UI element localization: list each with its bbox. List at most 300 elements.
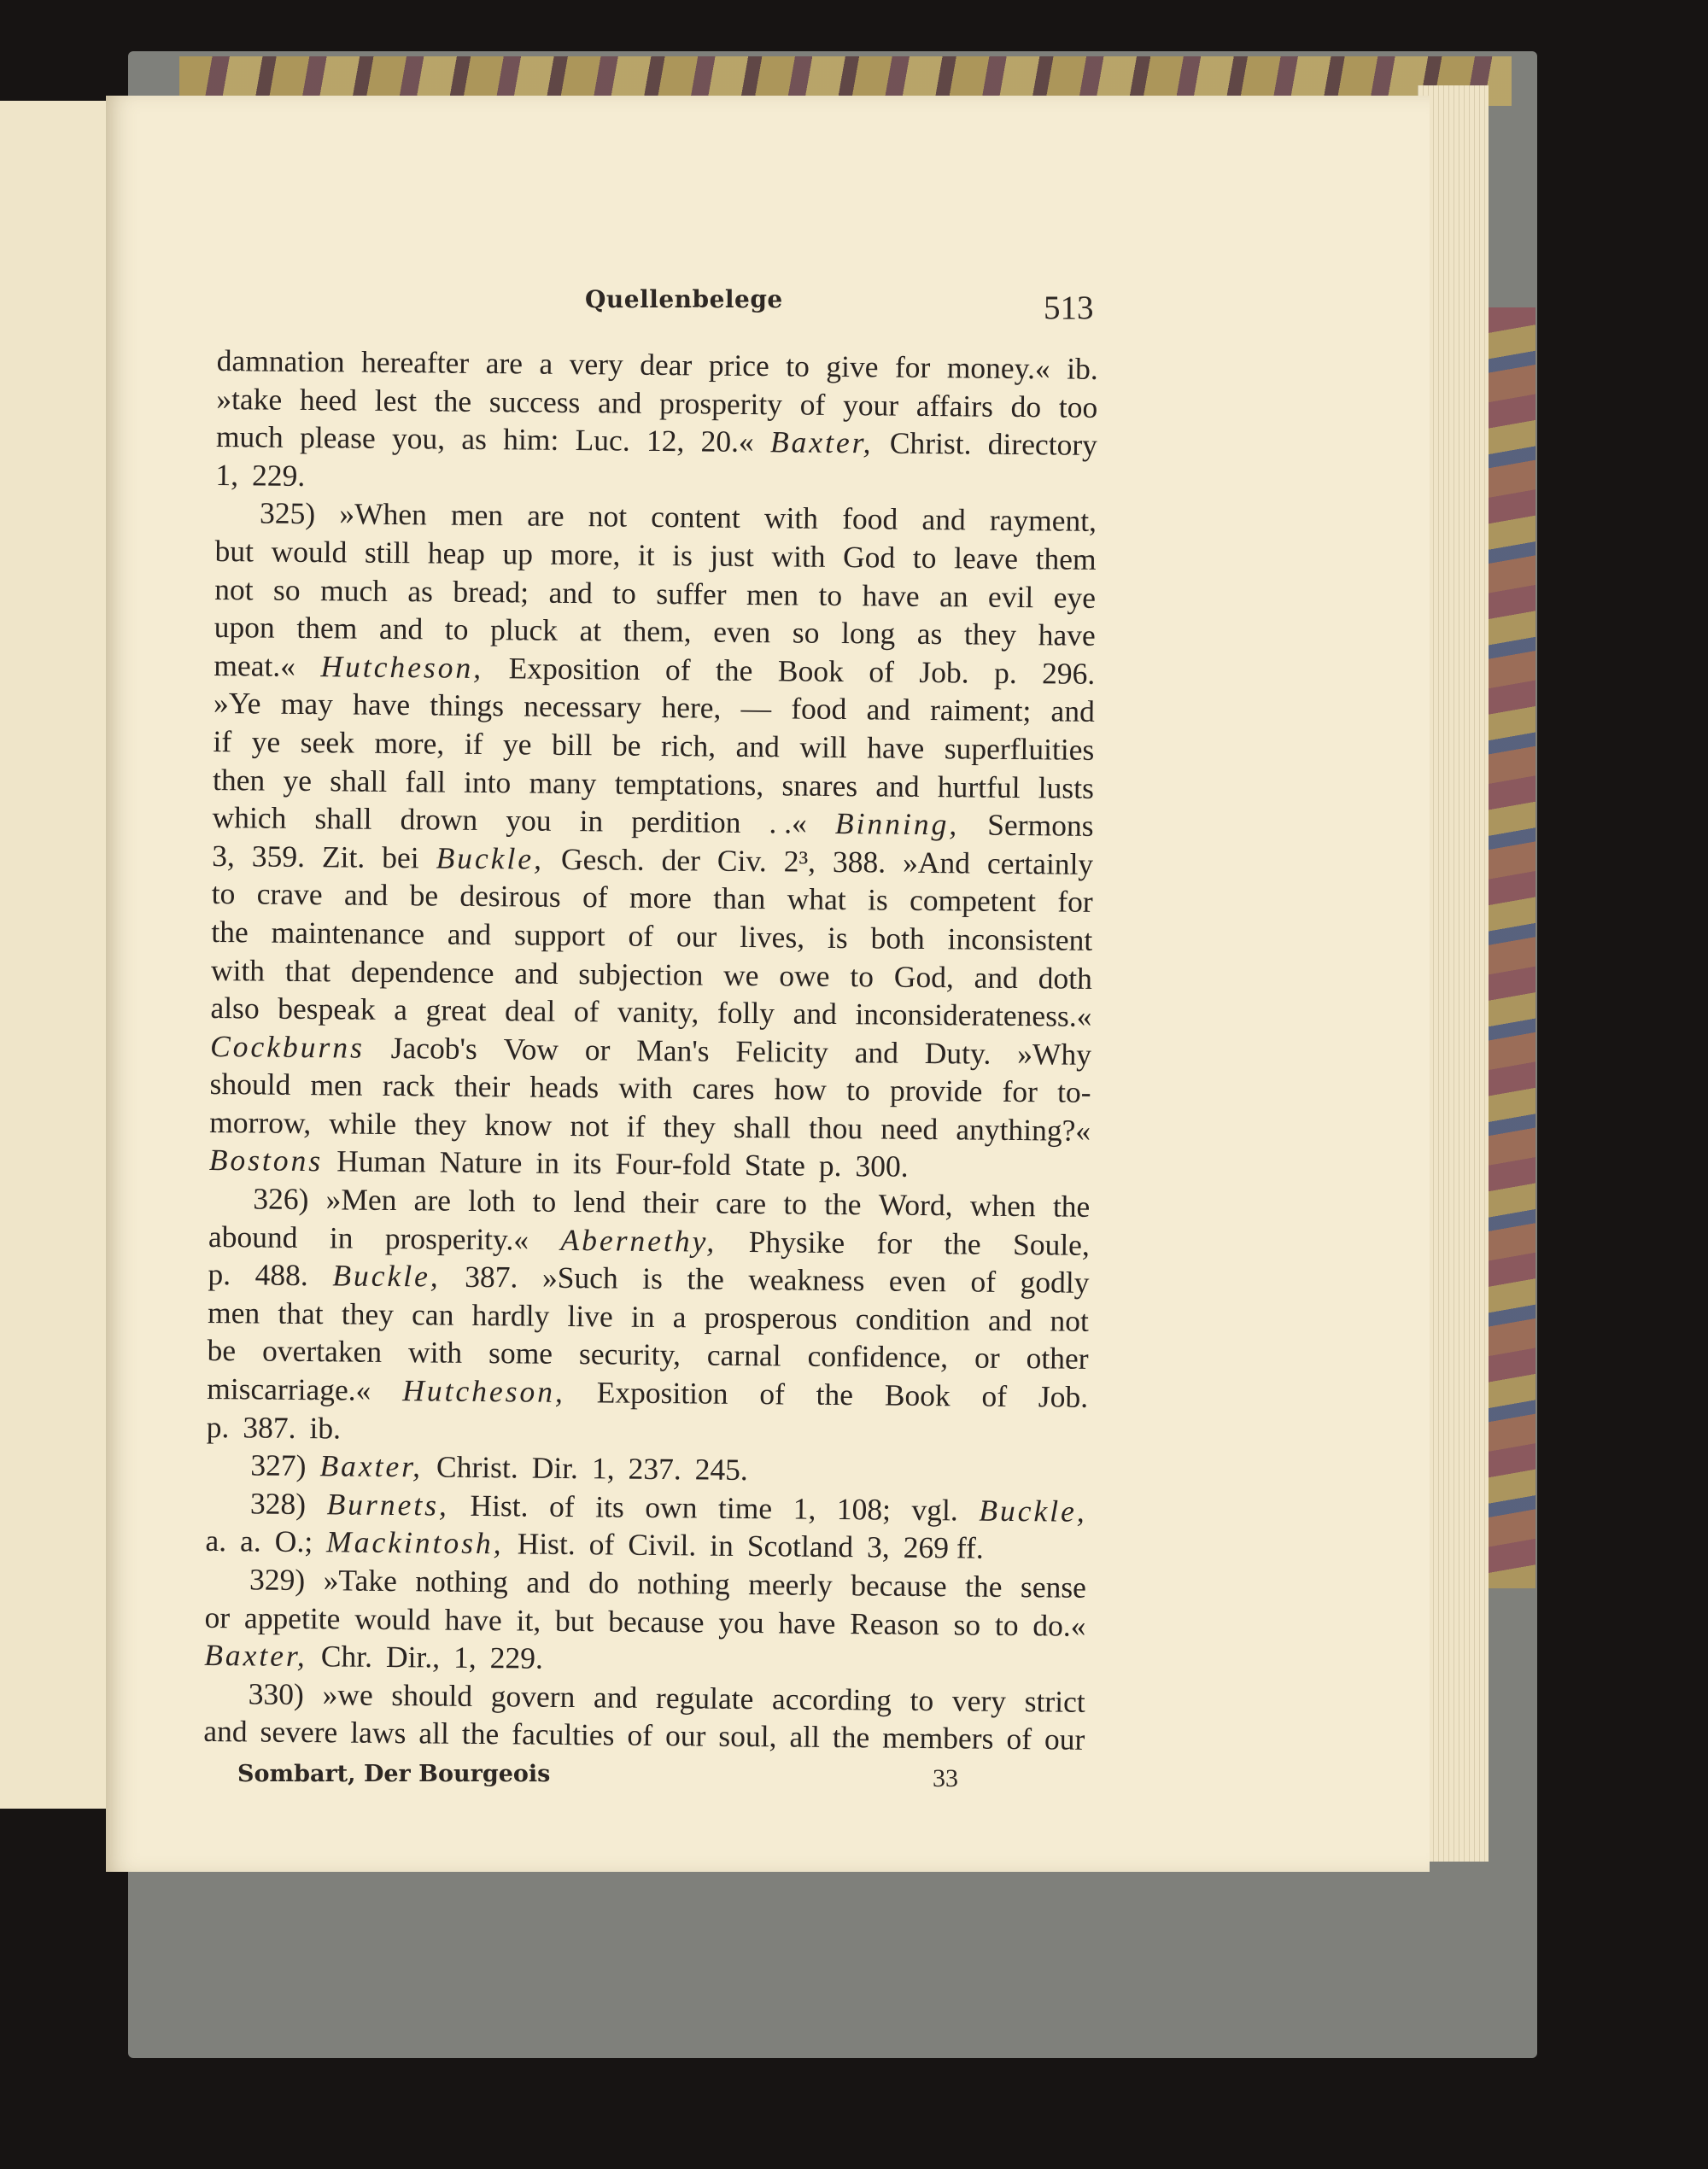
word: 1, — [215, 457, 239, 493]
word: do — [588, 1565, 619, 1600]
word: condition — [855, 1301, 971, 1337]
word: the — [832, 1720, 870, 1755]
word: still — [364, 535, 411, 570]
word: they — [663, 1108, 717, 1144]
word: long — [840, 616, 896, 651]
word: should — [209, 1067, 291, 1102]
word: to — [444, 611, 469, 646]
word: their — [453, 1068, 511, 1104]
word: to — [783, 1186, 808, 1221]
word: 1, — [453, 1640, 477, 1675]
word: to — [910, 1682, 934, 1717]
word: p. — [993, 655, 1017, 690]
word: shall — [314, 801, 372, 836]
word: 325) — [259, 495, 316, 531]
word: p. — [206, 1409, 230, 1444]
word: in — [630, 1299, 655, 1334]
word: Exposition — [596, 1375, 728, 1411]
word: inconsistent — [947, 921, 1093, 957]
word: of — [1006, 1722, 1032, 1757]
word: folly — [717, 995, 775, 1031]
word: them — [1035, 541, 1097, 576]
word: Bostons — [208, 1143, 324, 1178]
word: vgl. — [911, 1492, 958, 1528]
word: have — [352, 687, 411, 722]
word: inconsiderateness.« — [855, 997, 1092, 1033]
word: at — [579, 613, 602, 648]
word: if — [464, 726, 483, 761]
word: »take — [216, 381, 283, 417]
word: to — [612, 576, 637, 611]
word: just — [710, 538, 755, 574]
word: shall — [733, 1109, 792, 1145]
word: cares — [692, 1071, 755, 1107]
word: they — [963, 617, 1017, 652]
word: bespeak — [278, 991, 376, 1026]
word: »Such — [541, 1260, 618, 1295]
word: have — [862, 577, 920, 613]
word: leave — [953, 541, 1019, 576]
word: very — [569, 346, 624, 382]
word: as — [461, 421, 488, 457]
word: upon — [214, 610, 275, 645]
word: certainly — [986, 845, 1094, 881]
word: Binning, — [834, 806, 960, 842]
word: »And — [902, 845, 971, 880]
word: not — [570, 1108, 610, 1143]
word: as — [916, 617, 943, 652]
word: is — [827, 920, 848, 956]
word: have — [867, 730, 925, 765]
word: is — [642, 1261, 664, 1296]
word: Jacob's — [390, 1030, 477, 1066]
word: 12, — [646, 424, 685, 459]
word: subjection — [578, 956, 704, 991]
word: and — [203, 1714, 248, 1749]
word: miscarriage.« — [207, 1371, 371, 1407]
word: desirous — [459, 879, 561, 915]
word: Gesch. — [560, 841, 645, 877]
word: heed — [299, 382, 358, 418]
word: Baxter, — [204, 1638, 307, 1674]
word: have — [1038, 617, 1096, 653]
word: 229. — [489, 1640, 544, 1675]
word: owe — [779, 957, 830, 993]
word: anything?« — [956, 1112, 1091, 1148]
word: Man's — [636, 1032, 710, 1068]
word: in — [710, 1529, 734, 1564]
word: heap — [427, 535, 486, 570]
word: drown — [400, 802, 478, 838]
word: abound — [208, 1219, 298, 1254]
word: the — [211, 914, 249, 950]
word: Baxter, — [769, 424, 874, 460]
word: Dir. — [531, 1450, 579, 1486]
word: thou — [808, 1110, 863, 1146]
word: that — [284, 953, 331, 988]
word: »Ye — [213, 686, 261, 721]
word: Dir., — [385, 1640, 441, 1675]
word: Vow — [503, 1031, 559, 1067]
word: 388. — [832, 844, 886, 880]
word: lusts — [1038, 769, 1095, 805]
word: price — [708, 348, 769, 383]
word: 329) — [249, 1562, 306, 1598]
word: and — [866, 692, 911, 728]
word: Christ. — [889, 425, 972, 461]
word: here, — [661, 690, 722, 726]
word: both — [870, 921, 925, 956]
word: meerly — [748, 1567, 833, 1602]
word: Physike — [748, 1224, 845, 1260]
word: dependence — [350, 954, 494, 990]
word: Nature — [439, 1145, 523, 1180]
word: Book — [884, 1377, 951, 1413]
word: and — [597, 384, 642, 420]
word: for — [1002, 1074, 1038, 1109]
word: lest — [374, 383, 418, 418]
word: prosperity — [658, 385, 783, 421]
word: or — [584, 1032, 611, 1067]
word: for — [894, 349, 931, 385]
word: and — [987, 1302, 1032, 1338]
word: nothing — [637, 1565, 730, 1601]
word: while — [329, 1106, 397, 1141]
word: bei — [382, 839, 419, 875]
word: of — [627, 1718, 653, 1753]
word: 387. — [243, 1409, 296, 1445]
word: even — [888, 1263, 947, 1299]
word: should — [391, 1677, 473, 1713]
word: what — [787, 881, 846, 917]
word: ye — [283, 763, 313, 798]
word: prosperity.« — [384, 1220, 529, 1257]
word: 488. — [254, 1257, 308, 1293]
word: the — [823, 1186, 862, 1222]
word: them, — [623, 613, 692, 649]
footer-signature: 33 — [933, 1764, 958, 1792]
word: need — [880, 1111, 939, 1147]
word: to — [850, 958, 874, 993]
word: know — [484, 1107, 553, 1143]
word: raiment; — [929, 693, 1032, 728]
word: ib. — [1067, 351, 1098, 386]
word: soul, — [718, 1719, 777, 1754]
word: in — [329, 1219, 354, 1255]
word: other — [1026, 1341, 1089, 1377]
word: 296. — [1041, 656, 1096, 691]
word: meat.« — [214, 647, 296, 683]
word: Zit. — [321, 839, 366, 874]
word: so — [792, 615, 820, 650]
word: »When — [339, 496, 428, 532]
word: which — [212, 800, 287, 835]
word: they — [414, 1107, 467, 1142]
word: our — [664, 1718, 706, 1753]
word: heads — [529, 1069, 600, 1105]
word: food — [842, 501, 898, 537]
word: have — [778, 1605, 836, 1640]
word: a — [394, 992, 408, 1027]
word: so — [953, 1606, 981, 1642]
word: Buckle, — [332, 1258, 441, 1294]
word: and — [447, 916, 492, 952]
word: ib. — [309, 1410, 342, 1446]
word: success — [488, 383, 581, 419]
word: Buckle, — [979, 1493, 1087, 1529]
word: 328) — [249, 1486, 307, 1521]
word: 1, — [591, 1451, 615, 1486]
word: faculties — [512, 1716, 615, 1752]
word: rich, — [660, 728, 717, 763]
word: nothing — [415, 1564, 509, 1599]
word: »we — [322, 1677, 373, 1712]
word: but — [214, 533, 254, 569]
word: 387. — [465, 1260, 518, 1295]
word: superfluities — [944, 731, 1095, 767]
word: prosperous — [704, 1300, 838, 1336]
word: of — [799, 387, 826, 422]
word: but — [554, 1603, 594, 1638]
word: der — [661, 842, 701, 878]
word: fall — [405, 763, 447, 799]
word: if — [213, 723, 232, 759]
word: »Men — [325, 1182, 397, 1218]
word: than — [713, 880, 766, 916]
word: snares — [781, 767, 858, 803]
word: to — [786, 348, 810, 383]
word: or — [974, 1341, 1000, 1376]
word: a. — [205, 1523, 227, 1558]
word: O.; — [274, 1524, 313, 1559]
word: of — [548, 1488, 575, 1523]
word: it, — [516, 1603, 541, 1638]
word: a — [672, 1300, 687, 1335]
word: 1, — [793, 1491, 816, 1526]
word: it — [637, 537, 655, 572]
word: Sermons — [987, 807, 1094, 844]
word: rayment, — [989, 503, 1097, 539]
word: doth — [1038, 960, 1093, 996]
word: would — [354, 1601, 431, 1637]
word: loth — [468, 1183, 516, 1219]
marbled-endpaper-right — [1486, 307, 1535, 1588]
word: to — [532, 1184, 557, 1219]
word: Chr. — [320, 1639, 373, 1675]
word: not — [588, 499, 628, 534]
word: not — [214, 571, 254, 606]
word: God — [842, 540, 896, 575]
word: the — [1052, 1189, 1091, 1224]
word: the — [687, 1261, 725, 1296]
word: are — [413, 1183, 452, 1218]
word: its — [595, 1489, 624, 1524]
word: all — [418, 1716, 450, 1751]
word: with — [618, 1070, 673, 1106]
word: p. — [208, 1257, 231, 1292]
word: of — [869, 654, 895, 689]
word: the — [944, 1225, 981, 1261]
word: more, — [374, 725, 445, 761]
word: live — [567, 1298, 613, 1334]
word: their — [642, 1184, 699, 1220]
running-head: Quellenbelege — [585, 285, 783, 313]
word: content — [651, 500, 740, 535]
word: even — [713, 614, 771, 650]
word: 269 ff. — [903, 1530, 984, 1566]
word: and — [514, 955, 559, 991]
word: Soule, — [1012, 1226, 1091, 1262]
word: govern — [490, 1678, 576, 1714]
word: necessary — [524, 688, 642, 725]
word: 245. — [694, 1452, 748, 1488]
word: we — [722, 957, 759, 992]
word: Word, — [878, 1187, 953, 1223]
word: so — [272, 572, 301, 607]
word: Civil. — [628, 1528, 697, 1563]
word: seek — [300, 724, 355, 760]
word: provide — [889, 1073, 983, 1108]
word: and — [854, 1034, 899, 1070]
word: more, — [550, 536, 621, 572]
word: food — [791, 691, 847, 727]
word: and — [974, 960, 1019, 995]
word: Exposition — [508, 651, 640, 687]
word: our — [1044, 1722, 1085, 1757]
word: is — [672, 538, 693, 573]
word: much — [215, 419, 284, 454]
word: rack — [382, 1068, 436, 1103]
word: when — [969, 1188, 1036, 1224]
word: because — [851, 1568, 947, 1604]
word: Hutcheson, — [320, 648, 484, 685]
word: then — [212, 762, 266, 798]
word: can — [411, 1297, 454, 1332]
word: Human — [336, 1143, 426, 1179]
word: with — [763, 500, 819, 536]
word: him: — [503, 422, 559, 458]
word: 2³, — [783, 844, 816, 879]
word: to — [818, 577, 843, 612]
word: 108; — [836, 1491, 892, 1527]
word: 359. — [251, 839, 306, 874]
word: 330) — [248, 1676, 305, 1711]
word: bread; — [453, 574, 529, 610]
word: because — [608, 1604, 705, 1640]
word: the — [964, 1569, 1003, 1604]
word: are — [527, 498, 564, 534]
word: Cockburns — [209, 1028, 366, 1065]
word: and — [548, 575, 594, 610]
word: an — [939, 578, 968, 614]
word: time — [717, 1490, 773, 1526]
word: support — [513, 917, 605, 953]
word: be — [611, 728, 641, 763]
word: temptations, — [614, 766, 764, 802]
word: some — [488, 1336, 553, 1371]
word: 20.« — [700, 424, 754, 459]
word: laws — [350, 1715, 407, 1751]
word: may — [280, 687, 334, 722]
word: »Take — [323, 1563, 398, 1599]
word: 300. — [855, 1149, 909, 1184]
word: appetite — [243, 1599, 341, 1636]
page-body-text — [203, 342, 1098, 1759]
word: Book — [777, 653, 845, 688]
word: of — [573, 994, 600, 1029]
word: deal — [504, 993, 556, 1028]
word: eye — [1053, 579, 1097, 615]
word: many — [529, 765, 597, 800]
word: money.« — [946, 350, 1050, 386]
word: our — [676, 919, 717, 954]
word: you — [506, 803, 552, 838]
word: to — [912, 540, 937, 576]
word: have — [444, 1602, 502, 1637]
word: of — [981, 1378, 1008, 1413]
footer-author-title: Sombart, Der Bourgeois — [237, 1761, 551, 1787]
word: maintenance — [271, 915, 425, 951]
word: much — [319, 572, 389, 608]
word: in — [579, 804, 604, 839]
word: Baxter, — [319, 1448, 424, 1484]
word: vanity, — [617, 994, 699, 1030]
word: Scotland — [746, 1529, 854, 1564]
word: please — [299, 420, 376, 455]
word: do.« — [1032, 1607, 1086, 1643]
word: Christ. — [436, 1449, 518, 1485]
word: men — [746, 576, 799, 612]
word: to- — [1056, 1074, 1091, 1110]
word: you — [718, 1605, 764, 1640]
word: and — [875, 768, 920, 804]
word: 3, — [212, 838, 236, 873]
word: the — [434, 383, 472, 418]
word: is — [867, 882, 888, 917]
word: Mackintosh, — [325, 1524, 504, 1561]
word: God, — [893, 959, 955, 994]
word: Hutcheson, — [402, 1373, 566, 1410]
word: lives, — [740, 919, 805, 955]
word: and — [793, 996, 838, 1032]
word: crave — [256, 876, 323, 912]
word: affairs — [915, 388, 994, 424]
word: to — [845, 1073, 870, 1108]
word: a. — [239, 1523, 261, 1558]
word: up — [502, 536, 534, 571]
word: godly — [1020, 1265, 1090, 1301]
page-number: 513 — [1044, 289, 1094, 326]
word: Civ. — [717, 843, 767, 878]
word: weakness — [748, 1262, 865, 1298]
word: care — [715, 1185, 767, 1221]
word: perdition — [631, 804, 741, 840]
word: Abernethy, — [560, 1222, 717, 1259]
word: bill — [551, 727, 593, 763]
word: you, — [391, 421, 446, 456]
word: competent — [909, 883, 1037, 919]
word: lend — [573, 1184, 626, 1219]
previous-page-edge — [0, 101, 108, 1809]
word: for — [876, 1225, 913, 1260]
word: or — [204, 1599, 231, 1634]
word: 3, — [866, 1529, 890, 1565]
word: p. — [818, 1149, 842, 1184]
word: carnal — [706, 1338, 781, 1373]
word: and — [1050, 693, 1096, 729]
word: 326) — [253, 1181, 309, 1217]
word: of — [588, 1527, 615, 1562]
